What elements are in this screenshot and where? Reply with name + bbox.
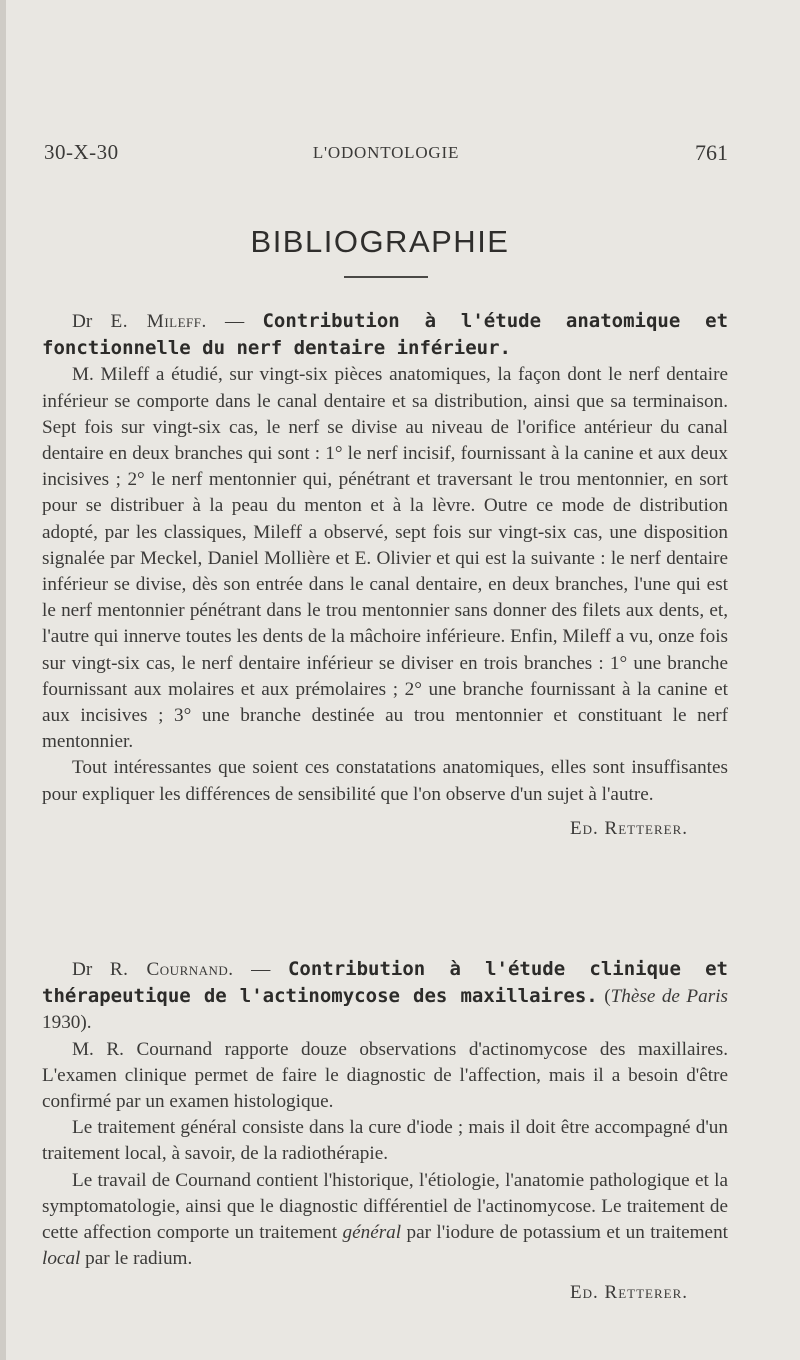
bibliography-entry: [42, 956, 728, 1304]
page-number: 761: [695, 140, 728, 165]
reviewer-signature: Ed. Retterer.: [570, 1282, 688, 1304]
title-rule: [344, 276, 428, 278]
author-name: E. Mileff.: [110, 311, 207, 332]
entry-heading: [42, 956, 728, 1037]
emphasis-text: général: [342, 1222, 402, 1244]
author-prefix: Dr: [72, 959, 93, 980]
section-title: BIBLIOGRAPHIE: [250, 224, 510, 259]
bibliography-entry: [42, 308, 728, 840]
running-head: [44, 140, 728, 170]
journal-title: L'ODONTOLOGIE: [312, 143, 460, 162]
author-name: R. Cournand.: [109, 959, 234, 980]
entry-heading: [42, 308, 728, 362]
issue-date: 30-X-30: [44, 140, 119, 164]
paragraph-text: par le radium.: [80, 1248, 193, 1270]
page-edge-shadow: [0, 0, 6, 1360]
paragraph-text: par l'iodure de potassium et un traitement: [401, 1222, 728, 1244]
entry-paragraph: M. R. Cournand rapporte douze observations d'actinomycose des maxillaires. L'examen clinique permet de faire le diagnostic de l'affection, mais il a besoin d'être confirmé par un examen histologique.: [42, 1038, 728, 1113]
emphasis-text: local: [42, 1248, 81, 1270]
article-title: Contribution à l'étude anatomique et fonctionnelle du nerf dentaire inférieur.: [42, 310, 729, 360]
paragraph-text: Le travail de Cournand contient l'historique, l'étiologie, l'anatomie pathologique et la symptomatologie, ainsi que le diagnostic différentiel de l'actinomycose. Le traitement de cette affection comporte un traitement: [42, 1169, 728, 1244]
citation-source: Thèse de Paris: [610, 986, 728, 1008]
heading-dash: —: [233, 959, 288, 980]
entry-paragraph: Le traitement général consiste dans la cure d'iode ; mais il doit être accompagné d'un traitement local, à savoir, de la radiothérapie.: [42, 1117, 728, 1165]
entry-paragraph: [42, 1168, 728, 1273]
reviewer-signature: Ed. Retterer.: [570, 817, 688, 839]
citation-suffix: 1930).: [42, 1012, 92, 1034]
heading-dash: —: [206, 311, 263, 332]
entry-paragraph: M. Mileff a étudié, sur vingt-six pièces anatomiques, la façon dont le nerf dentaire inférieur se comporte dans le canal dentaire et sa distribution, ainsi que sa terminaison. Sept fois sur vingt-six cas, le nerf se divise au niveau de l'orifice antérieur du canal dentaire en deux branches qui sont : 1° le nerf incisif, fournissant à la canine et aux deux incisives ; 2° le nerf mentonnier qui, pénétrant et traversant le trou mentonnier, en sort pour se distribuer à la peau du menton et à la lèvre. Outre ce mode de distribution adopté, par les classiques, Mileff a observé, sept fois sur vingt-six cas, une disposition signalée par Meckel, Daniel Mollière et E. Olivier et qui est la suivante : le nerf dentaire inférieur se divise, dès son entrée dans le canal dentaire, en deux branches, l'une qui est le nerf mentonnier pénétrant dans le trou mentonnier sans donner des filets aux dents, et, l'autre qui innerve toutes les dents de la mâchoire inférieure. Enfin, Mileff a vu, onze fois sur vingt-six cas, le nerf dentaire inférieur se diviser en trois branches : 1° une branche fournissant aux molaires et aux prémolaires ; 2° une branche fournissant à la canine et aux incisives ; 3° une branche destinée au trou mentonnier et constituant le nerf mentonnier.: [42, 364, 728, 753]
article-title: Contribution à l'étude clinique et thérapeutique de l'actinomycose des maxillaires.: [42, 958, 728, 1008]
author-prefix: Dr: [72, 311, 93, 332]
entry-paragraph: Tout intéressantes que soient ces constatations anatomiques, elles sont insuffisantes pour expliquer les différences de sensibilité que l'on observe d'un sujet à l'autre.: [42, 757, 728, 805]
citation-prefix: (: [597, 986, 611, 1008]
